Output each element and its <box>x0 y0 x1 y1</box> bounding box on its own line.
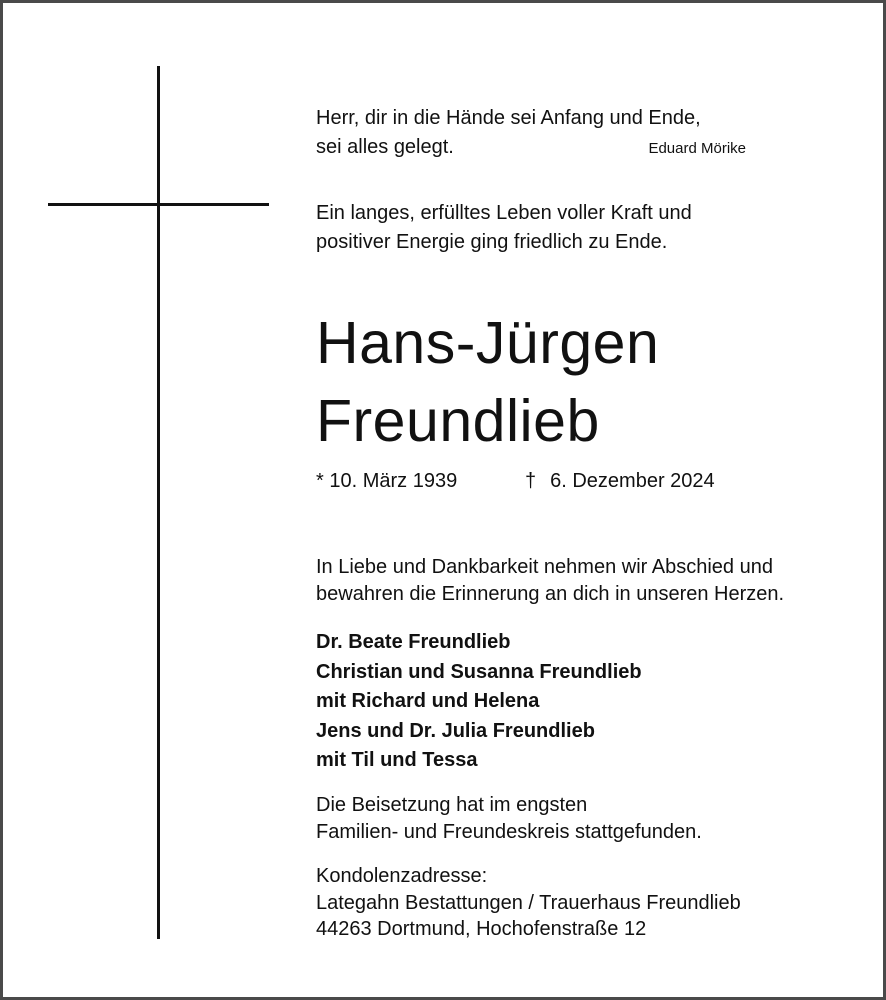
verse-last-row <box>316 133 746 164</box>
condolence-address <box>316 863 741 943</box>
verse-line-2: sei alles gelegt. <box>316 135 454 158</box>
death-date: 6. Dezember 2024 <box>550 470 715 492</box>
cross-horizontal-bar <box>48 203 269 206</box>
condolence-line-2: 44263 Dortmund, Hochofenstraße 12 <box>316 918 647 940</box>
deceased-first-name: Hans-Jürgen <box>316 310 660 376</box>
farewell-line-2: bewahren die Erinnerung an dich in unseren Herzen. <box>316 583 785 605</box>
mourner-entry: Jens und Dr. Julia Freundlieb <box>316 719 595 742</box>
tribute-line-1: Ein langes, erfülltes Leben voller Kraft und <box>316 202 692 224</box>
farewell-text <box>316 554 784 608</box>
tribute-line-2: positiver Energie ging friedlich zu Ende. <box>316 231 668 253</box>
verse-line-1: Herr, dir in die Hände sei Anfang und Ende, <box>316 107 701 129</box>
mourner-entry: mit Richard und Helena <box>316 690 540 712</box>
mourner-entry: Dr. Beate Freundlieb <box>316 631 511 653</box>
deceased-name <box>316 304 659 460</box>
farewell-line-1: In Liebe und Dankbarkeit nehmen wir Abschied und <box>316 556 773 578</box>
tribute-text <box>316 199 692 257</box>
dagger-icon: † <box>525 470 537 492</box>
condolence-heading: Kondolenzadresse: <box>316 865 488 887</box>
birth-date: * 10. März 1939 <box>316 470 458 492</box>
burial-line-2: Familien- und Freundeskreis stattgefunden. <box>316 820 702 843</box>
verse-author: Eduard Mörike <box>648 139 746 157</box>
mourner-entry: mit Til und Tessa <box>316 749 478 771</box>
cross-vertical-bar <box>157 66 160 939</box>
mourners-list <box>316 628 642 776</box>
condolence-line-1: Lategahn Bestattungen / Trauerhaus Freundlieb <box>316 891 741 914</box>
burial-line-1: Die Beisetzung hat im engsten <box>316 794 588 816</box>
death-date-group <box>525 467 715 495</box>
burial-note <box>316 792 702 845</box>
deceased-last-name: Freundlieb <box>316 388 600 454</box>
verse-quote <box>316 104 746 163</box>
mourner-entry: Christian und Susanna Freundlieb <box>316 660 642 683</box>
